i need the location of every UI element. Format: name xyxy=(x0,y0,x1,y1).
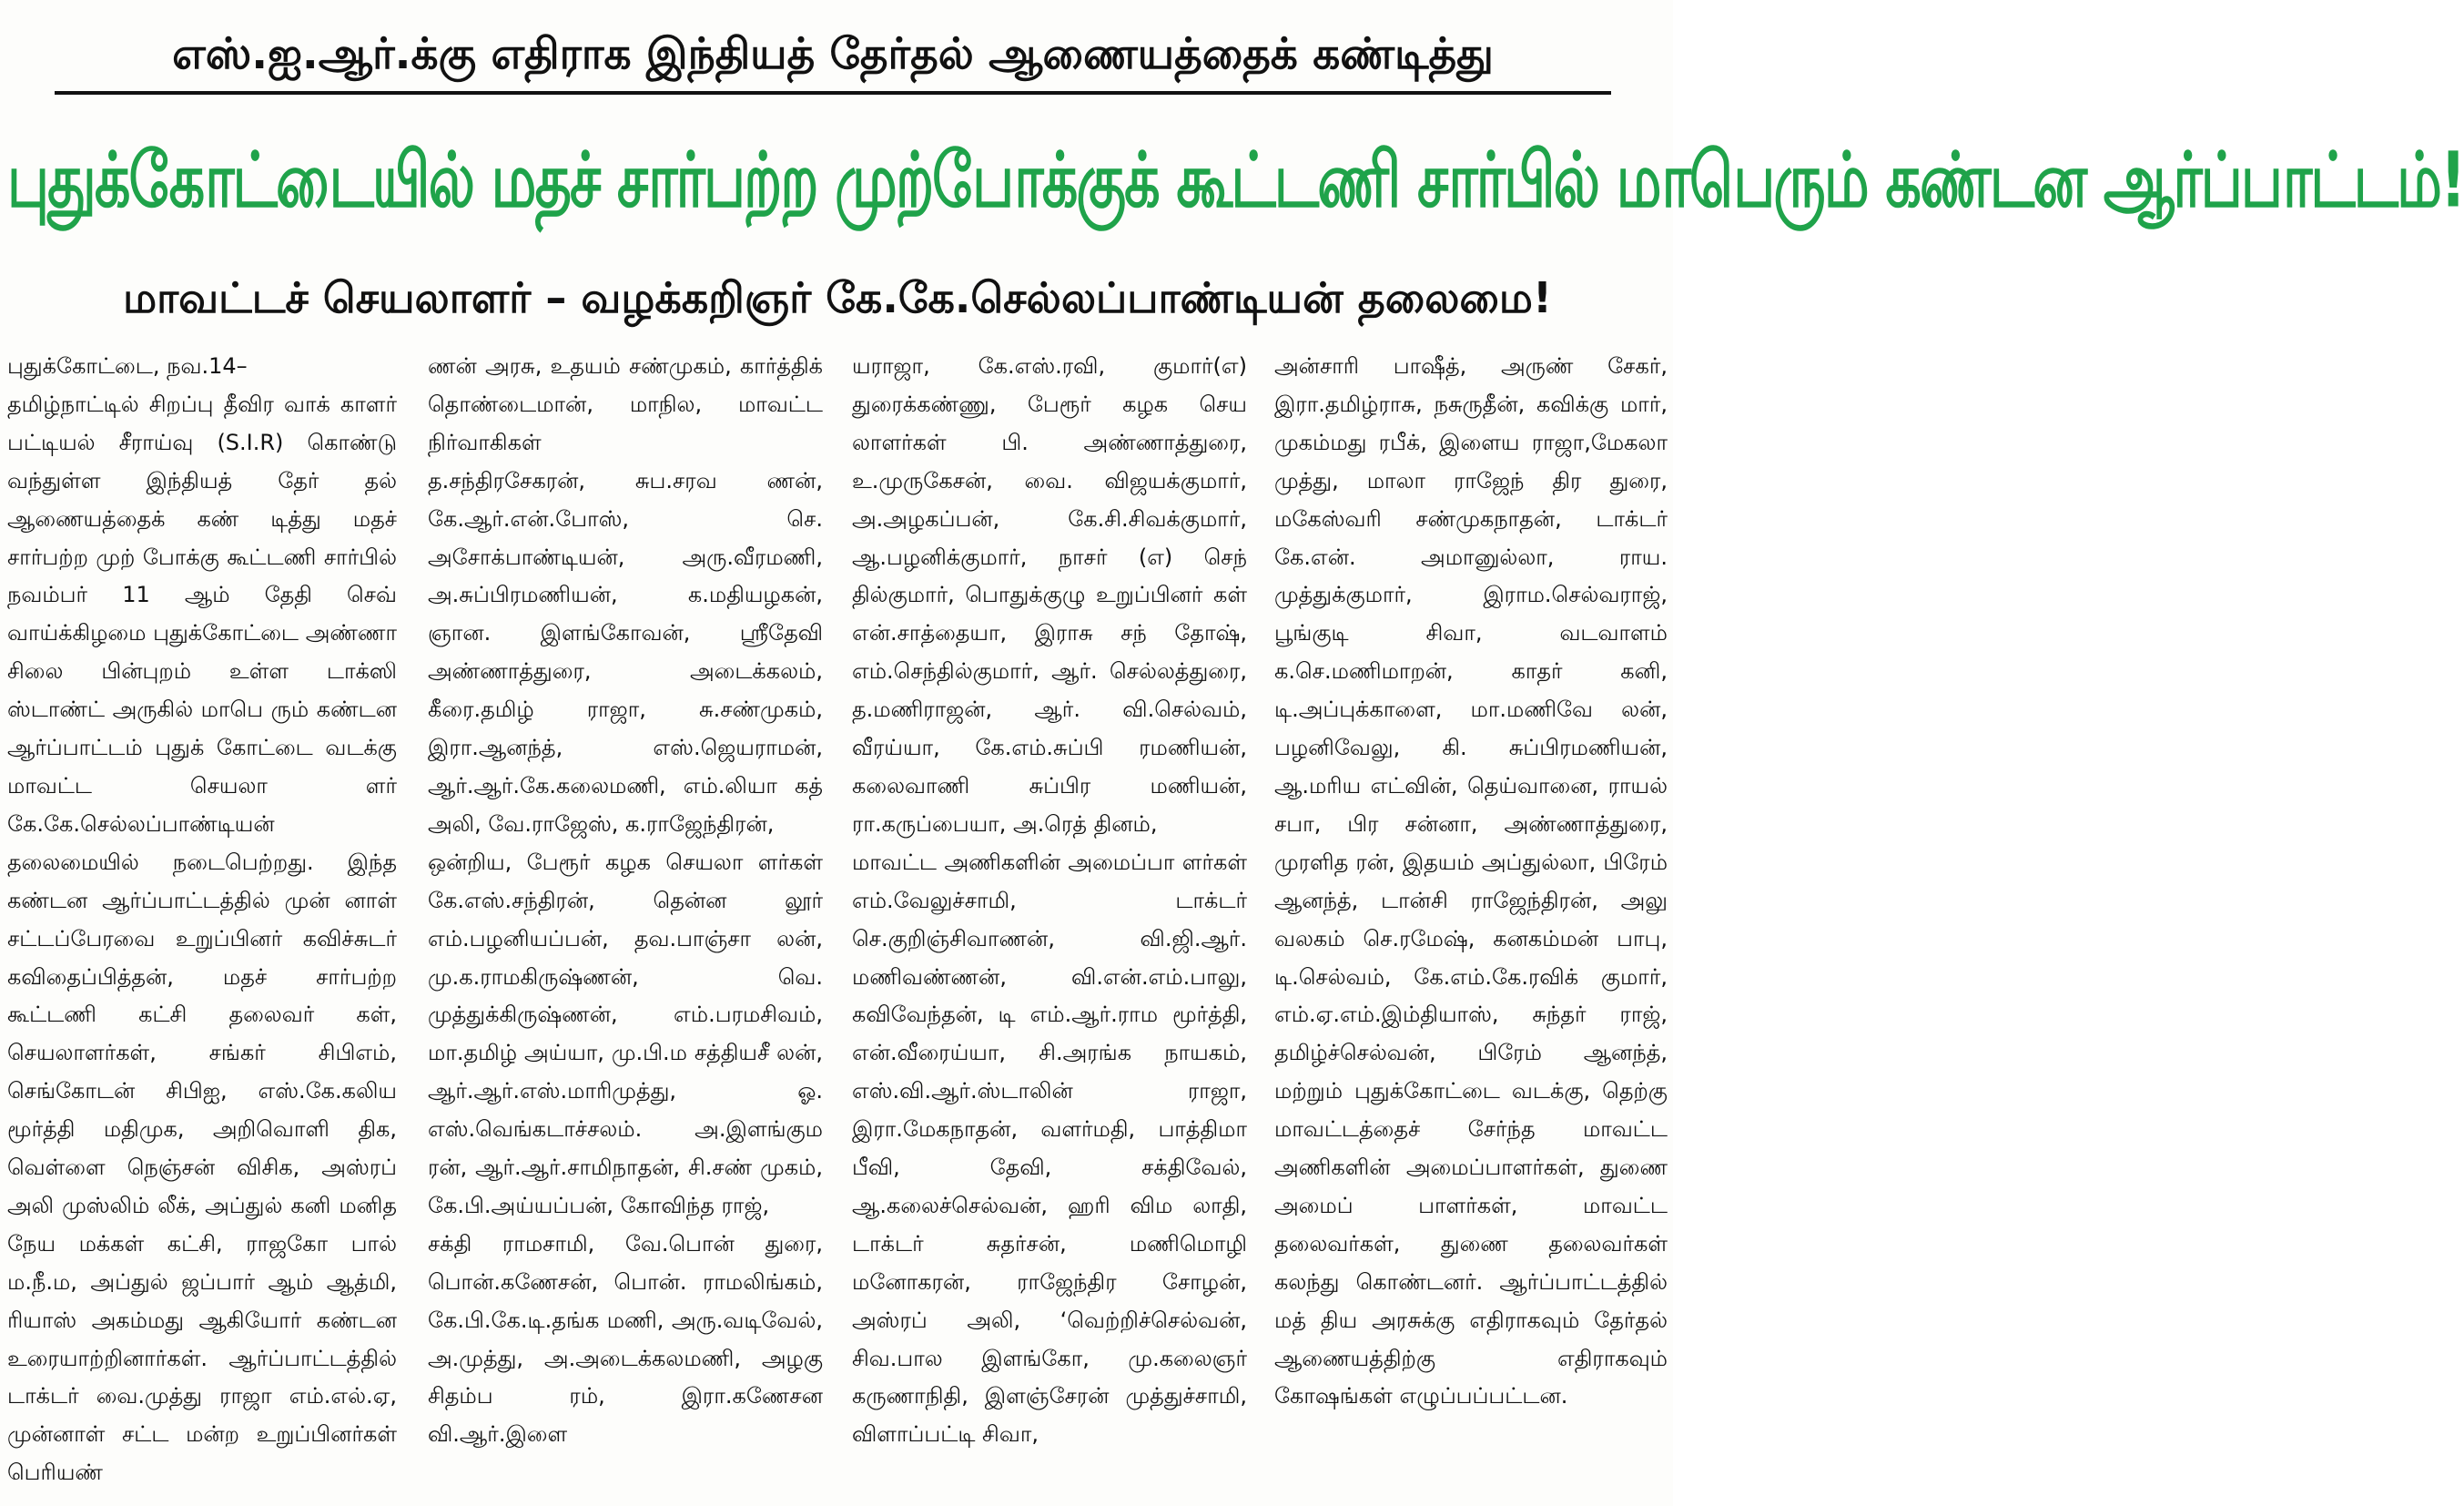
main-headline: புதுக்கோட்டையில் மதச் சார்பற்ற முற்போக்குக் கூட்டணி சார்பில் மாபெரும் கண்டன ஆர்ப்பாட்டம்! xyxy=(7,135,2464,225)
article-column-3: யராஜா, கே.எஸ்.ரவி, குமார்(எ) துரைக்கண்ணு, பேரூர் கழக செய லாளர்கள் பி. அண்ணாத்துரை, உ.முருகேசன், வை. விஜயக்குமார், அ.அழகப்பன், கே.சி.சிவக்குமார், ஆ.பழனிக்குமார், நாசர் (எ) செந் தில்குமார், பொதுக்குழு உறுப்பினர் கள் என்.சாத்தையா, இராசு சந் தோஷ், எம்.செந்தில்குமார், ஆர். செல்லத்துரை, த.மணிராஜன், ஆர். வி.செல்வம், வீரய்யா, கே.எம்.சுப்பி ரமணியன், கலைவாணி சுப்பிர மணியன், ரா.கருப்பையா, அ.ரெத் தினம், மாவட்ட அணிகளின் அமைப்பா ளர்கள் எம்.வேலுச்சாமி, டாக்டர் செ.குறிஞ்சிவாணன், வி.ஜி.ஆர். மணிவண்ணன், வி.என்.எம்.பாலு, கவிவேந்தன், டி எம்.ஆர்.ராம மூர்த்தி, என்.வீரைய்யா, சி.அரங்க நாயகம், எஸ்.வி.ஆர்.ஸ்டாலின் ராஜா, இரா.மேகநாதன், வளர்மதி, பாத்திமா பீவி, தேவி, சக்திவேல், ஆ.கலைச்செல்வன், ஹரி விம லாதி, டாக்டர் சுதர்சன், மணிமொழி மனோகரன், ராஜேந்திர சோழன், அஸ்ரப் அலி, ‘வெற்றிச்செல்வன், சிவ.பால இளங்கோ, மு.கலைஞர் கருணாநிதி, இளஞ்சேரன் முத்துச்சாமி, விளாப்பட்டி சிவா, xyxy=(852,353,1247,1448)
kicker-headline: எஸ்.ஐ.ஆர்.க்கு எதிராக இந்தியத் தேர்தல் ஆணையத்தைக் கண்டித்து xyxy=(172,29,1494,79)
article-column-2: ணன் அரசு, உதயம் சண்முகம், கார்த்திக் தொண்டைமான், மாநில, மாவட்ட நிர்வாகிகள் த.சந்திரசேகரன், சுப.சரவ ணன், கே.ஆர்.என்.போஸ், செ. அசோக்பாண்டியன், அரு.வீரமணி, அ.சுப்பிரமணியன், க.மதியழகன், ஞான. இளங்கோவன், ஸ்ரீதேவி அண்ணாத்துரை, அடைக்கலம், கீரை.தமிழ் ராஜா, சு.சண்முகம், இரா.ஆனந்த், எஸ்.ஜெயராமன், ஆர்.ஆர்.கே.கலைமணி, எம்.லியா கத் அலி, வே.ராஜேஸ், க.ராஜேந்திரன், ஒன்றிய, பேரூர் கழக செயலா ளர்கள் கே.எஸ்.சந்திரன், தென்ன லூர் எம்.பழனியப்பன், தவ.பாஞ்சா லன், மு.க.ராமகிருஷ்ணன், வெ. முத்துக்கிருஷ்ணன், எம்.பரமசிவம், மா.தமிழ் அய்யா, மு.பி.ம சத்தியசீ லன், ஆர்.ஆர்.எஸ்.மாரிமுத்து, ஓ. எஸ்.வெங்கடாச்சலம். அ.இளங்கும ரன், ஆர்.ஆர்.சாமிநாதன், சி.சண் முகம், கே.பி.அய்யப்பன், கோவிந்த ராஜ், சக்தி ராமசாமி, வே.பொன் துரை, பொன்.கணேசன், பொன். ராமலிங்கம், கே.பி.கே.டி.தங்க மணி, அரு.வடிவேல், அ.முத்து, அ.அடைக்கலமணி, அழகு சிதம்ப ரம், இரா.கணேசன வி.ஆர்.இளை xyxy=(428,353,823,1448)
sub-headline: மாவட்டச் செயலாளர் – வழக்கறிஞர் கே.கே.செல்லப்பாண்டியன் தலைமை! xyxy=(123,273,1552,322)
article-column-4: அன்சாரி பாஷீத், அருண் சேகர், இரா.தமிழ்ராசு, நசுருதீன், கவிக்கு மார், முகம்மது ரபீக், இளைய ராஜா,மேகலா முத்து, மாலா ராஜேந் திர துரை, மகேஸ்வரி சண்முகநாதன், டாக்டர் கே.என். அமானுல்லா, ராய. முத்துக்குமார், இராம.செல்வராஜ், பூங்குடி சிவா, வடவாளம் க.செ.மணிமாறன், காதர் கனி, டி.அப்புக்காளை, மா.மணிவே லன், பழனிவேலு, கி. சுப்பிரமணியன், ஆ.மரிய எட்வின், தெய்வானை, ராயல் சபா, பிர சன்னா, அண்ணாத்துரை, முரளித ரன், இதயம் அப்துல்லா, பிரேம் ஆனந்த், டான்சி ராஜேந்திரன், அலு வலகம் செ.ரமேஷ், கனகம்மன் பாபு, டி.செல்வம், கே.எம்.கே.ரவிக் குமார், எம்.ஏ.எம்.இம்தியாஸ், சுந்தர் ராஜ், தமிழ்ச்செல்வன், பிரேம் ஆனந்த், மற்றும் புதுக்கோட்டை வடக்கு, தெற்கு மாவட்டத்தைச் சேர்ந்த மாவட்ட அணிகளின் அமைப்பாளர்கள், துணை அமைப் பாளர்கள், மாவட்ட தலைவர்கள், துணை தலைவர்கள் கலந்து கொண்டனர். ஆர்ப்பாட்டத்தில் மத் திய அரசுக்கு எதிராகவும் தேர்தல் ஆணையத்திற்கு எதிராகவும் கோஷங்கள் எழுப்பப்பட்டன. xyxy=(1274,353,1668,1409)
article-column-1: புதுக்கோட்டை, நவ.14– தமிழ்நாட்டில் சிறப்பு தீவிர வாக் காளர் பட்டியல் சீராய்வு (S.I.R) கொண்டு வந்துள்ள இந்தியத் தேர் தல் ஆணையத்தைக் கண் டித்து மதச் சார்பற்ற முற் போக்கு கூட்டணி சார்பில் நவம்பர் 11 ஆம் தேதி செவ் வாய்க்கிழமை புதுக்கோட்டை அண்ணா சிலை பின்புறம் உள்ள டாக்ஸி ஸ்டாண்ட் அருகில் மாபெ ரும் கண்டன ஆர்ப்பாட்டம் புதுக் கோட்டை வடக்கு மாவட்ட செயலா ளர் கே.கே.செல்லப்பாண்டியன் தலைமையில் நடைபெற்றது. இந்த கண்டன ஆர்ப்பாட்டத்தில் முன் னாள் சட்டப்பேரவை உறுப்பினர் கவிச்சுடர் கவிதைப்பித்தன், மதச் சார்பற்ற கூட்டணி கட்சி தலைவர் கள், செயலாளர்கள், சங்கர் சிபிஎம், செங்கோடன் சிபிஐ, எஸ்.கே.கலிய மூர்த்தி மதிமுக, அறிவொளி திக, வெள்ளை நெஞ்சன் விசிக, அஸ்ரப் அலி முஸ்லிம் லீக், அப்துல் கனி மனித நேய மக்கள் கட்சி, ராஜகோ பால் ம.நீ.ம, அப்துல் ஜப்பார் ஆம் ஆத்மி, ரியாஸ் அகம்மது ஆகியோர் கண்டன உரையாற்றினார்கள். ஆர்ப்பாட்டத்தில் டாக்டர் வை.முத்து ராஜா எம்.எல்.ஏ, முன்னாள் சட்ட மன்ற உறுப்பினர்கள் பெரியண் xyxy=(7,353,397,1486)
